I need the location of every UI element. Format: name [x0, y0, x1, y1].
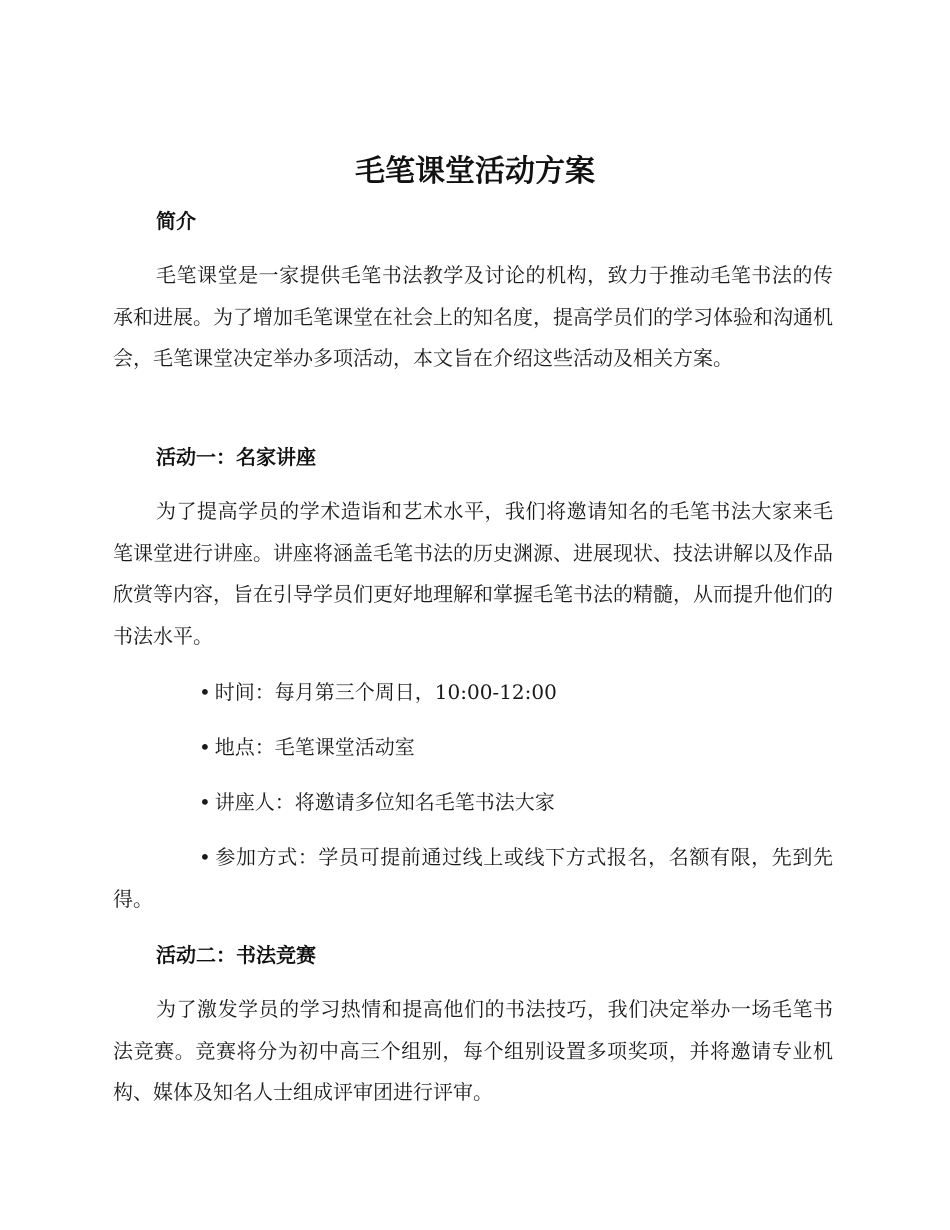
bullet-dot-icon: • — [199, 790, 211, 814]
bullet-text: 讲座人：将邀请多位知名毛笔书法大家 — [214, 790, 555, 814]
section-heading-competition: 活动二：书法竞赛 — [156, 943, 316, 967]
section-heading-intro: 简介 — [156, 209, 196, 233]
bullet-dot-icon: • — [199, 735, 211, 759]
bullet-text: 参加方式：学员可提前通过线上或线下方式报名，名额有限，先到先得。 — [113, 845, 833, 911]
bullet-text: 时间：每月第三个周日，10:00-12:00 — [214, 680, 557, 704]
lecture-paragraph: 为了提高学员的学术造诣和艺术水平，我们将邀请知名的毛笔书法大家来毛笔课堂进行讲座。讲座将涵盖毛笔书法的历史渊源、进展现状、技法讲解以及作品欣赏等内容，旨在引导学员们更好地理解和掌握毛笔书法的精髓，从而提升他们的书法水平。 — [113, 499, 833, 648]
lecture-bullet-time — [113, 672, 833, 714]
bullet-dot-icon: • — [199, 845, 211, 869]
lecture-bullet-location — [113, 727, 833, 769]
lecture-bullet-signup — [113, 837, 833, 920]
bullet-dot-icon: • — [199, 680, 211, 704]
page-title: 毛笔课堂活动方案 — [355, 154, 595, 189]
intro-paragraph: 毛笔课堂是一家提供毛笔书法教学及讨论的机构，致力于推动毛笔书法的传承和进展。为了增加毛笔课堂在社会上的知名度，提高学员们的学习体验和沟通机会，毛笔课堂决定举办多项活动，本文旨在介绍这些活动及相关方案。 — [113, 263, 833, 370]
lecture-bullet-speaker — [113, 782, 833, 824]
competition-paragraph: 为了激发学员的学习热情和提高他们的书法技巧，我们决定举办一场毛笔书法竞赛。竞赛将分为初中高三个组别，每个组别设置多项奖项，并将邀请专业机构、媒体及知名人士组成评审团进行评审。 — [113, 997, 833, 1104]
section-heading-lecture: 活动一：名家讲座 — [156, 445, 316, 469]
bullet-text: 地点：毛笔课堂活动室 — [214, 735, 415, 759]
